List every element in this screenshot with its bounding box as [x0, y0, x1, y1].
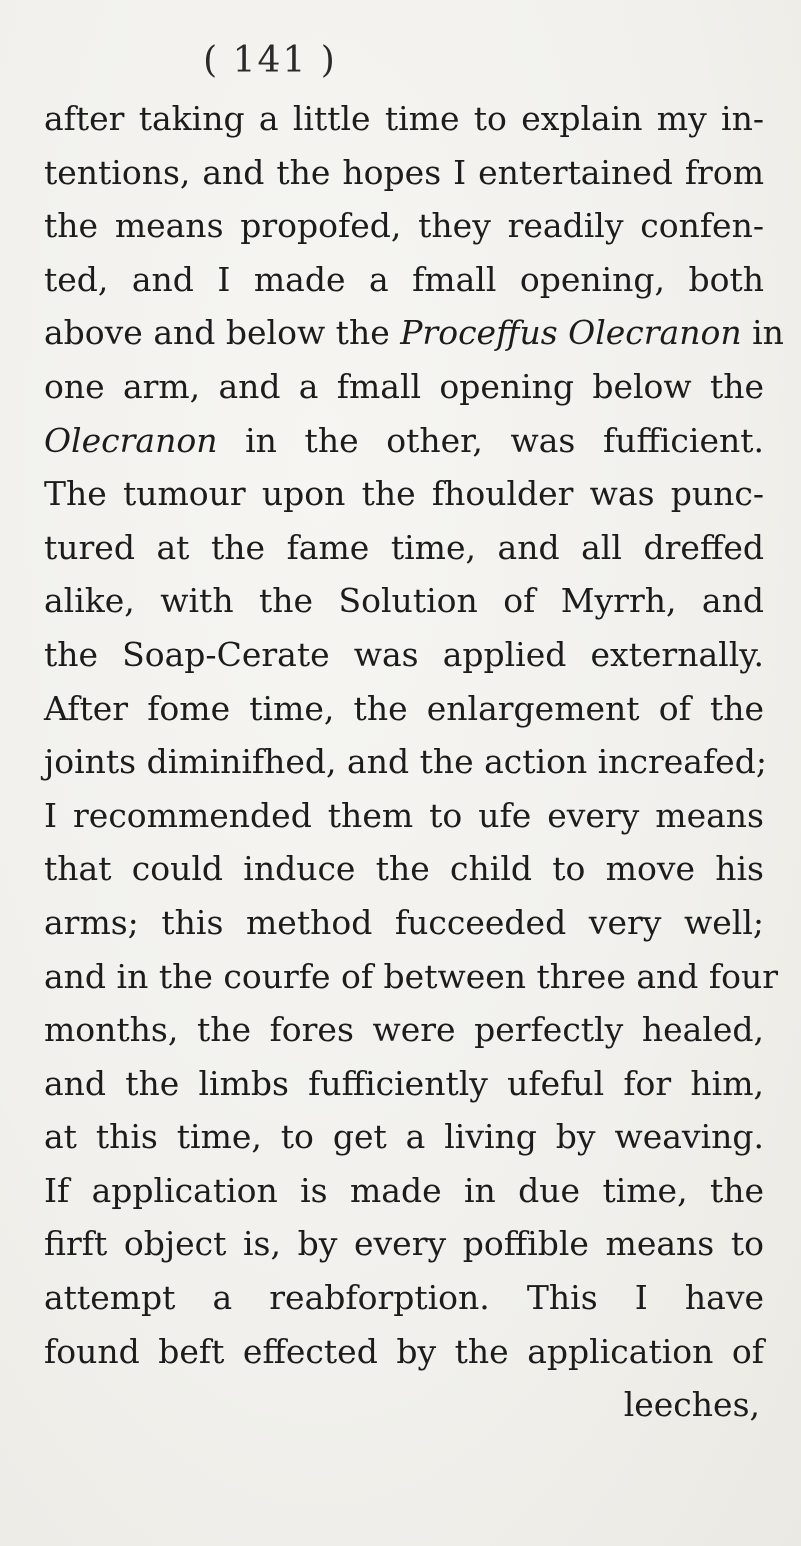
text-line: above and below the Proceffus Olecranon in — [44, 313, 784, 353]
text-line: the Soap-Cerate was applied externally. — [44, 634, 764, 674]
text-line: at this time, to get a living by weaving. — [44, 1117, 764, 1157]
text-line: Olecranon in the other, was fufficient. — [44, 420, 764, 460]
text-line: the means propofed, they readily confen- — [44, 206, 764, 246]
text-line: one arm, and a fmall opening below the — [44, 366, 764, 406]
text-line: arms; this method fucceeded very well; — [44, 902, 764, 942]
body-text — [44, 92, 784, 1432]
text-line: and in the courfe of between three and four — [44, 956, 779, 996]
latin-term: Proceffus Olecranon — [400, 313, 742, 353]
text-line: and the limbs fufficiently ufeful for him, — [44, 1063, 764, 1103]
text-line: after taking a little time to explain my in- — [44, 99, 764, 138]
text-line: months, the fores were perfectly healed, — [44, 1010, 764, 1050]
text-line: ted, and I made a fmall opening, both — [44, 259, 764, 299]
text-line: attempt a reabforption. This I have — [44, 1278, 764, 1318]
latin-term: Olecranon — [44, 420, 218, 460]
text-line: that could induce the child to move his — [44, 849, 764, 889]
text-line: joints diminifhed, and the action increafed; — [44, 742, 767, 782]
page-number: ( 141 ) — [203, 40, 337, 81]
text-line: I recommended them to ufe every means — [44, 795, 764, 835]
catchword: leeches, — [623, 1385, 760, 1425]
text-line: alike, with the Solution of Myrrh, and — [44, 581, 764, 621]
text-line: After fome time, the enlargement of the — [44, 688, 764, 728]
text-line: If application is made in due time, the — [44, 1170, 764, 1210]
text-line: firft object is, by every poffible means to — [44, 1224, 764, 1264]
text-line: The tumour upon the fhoulder was punc- — [44, 474, 764, 514]
text-line: found beft effected by the application of — [44, 1331, 764, 1371]
text-line: tured at the fame time, and all dreffed — [44, 527, 764, 567]
text-line: tentions, and the hopes I entertained from — [44, 152, 764, 192]
